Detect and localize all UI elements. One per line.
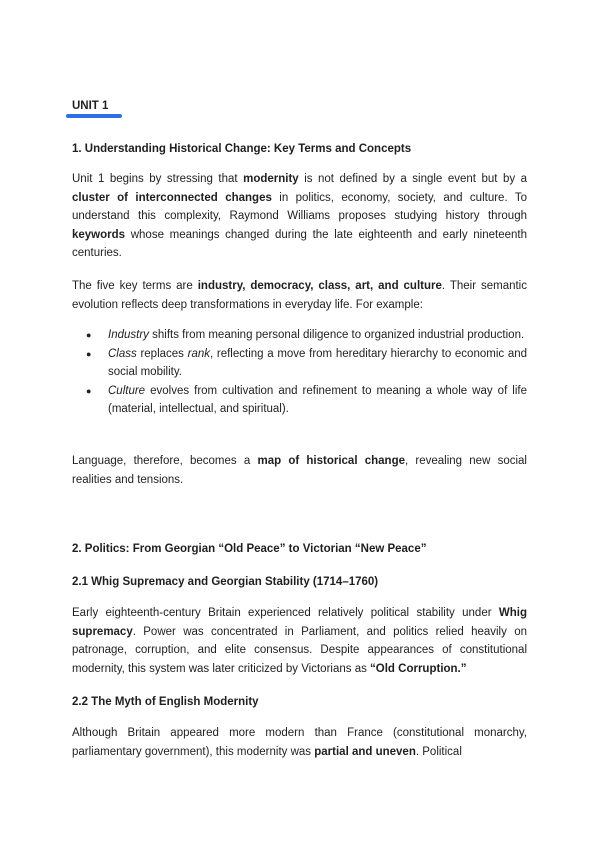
keyword-bullet-list <box>72 326 527 419</box>
bullet-icon: ● <box>86 348 92 359</box>
section-1-paragraph-1: Unit 1 begins by stressing that modernity is not defined by a single event but by a cluster of interconnected changes in politics, economy, society, and culture. To understand this complexity, Raymond Williams proposes studying history through keywords whose meanings changed during the late eighteenth and early nineteenth centuries. <box>72 173 527 259</box>
section-2-1-heading: 2.1 Whig Supremacy and Georgian Stability (1714–1760) <box>72 576 379 588</box>
bullet-icon: ● <box>86 385 92 396</box>
bullet-item-class: ● Class replaces rank, reflecting a move from hereditary hierarchy to economic and social mobility. <box>72 345 527 382</box>
section-1-paragraph-2: The five key terms are industry, democracy, class, art, and culture. Their semantic evolution reflects deep transformations in everyday life. For example: <box>72 280 527 311</box>
bullet-icon: ● <box>86 330 92 340</box>
section-2-2-paragraph: Although Britain appeared more modern than France (constitutional monarchy, parliamentary government), this modernity was partial and uneven. Political <box>72 727 527 758</box>
bullet-item-culture: ● Culture evolves from cultivation and refinement to meaning a whole way of life (material, intellectual, and spiritual). <box>72 382 527 419</box>
unit-title-underline <box>66 114 122 118</box>
section-2-2-heading: 2.2 The Myth of English Modernity <box>72 696 259 708</box>
section-1-heading: 1. Understanding Historical Change: Key Terms and Concepts <box>72 143 412 155</box>
section-2-heading: 2. Politics: From Georgian “Old Peace” to Victorian “New Peace” <box>72 543 427 555</box>
unit-title: UNIT 1 <box>72 100 109 112</box>
bullet-item-industry: ● Industry shifts from meaning personal diligence to organized industrial production. <box>72 326 527 345</box>
section-2-1-paragraph: Early eighteenth-century Britain experienced relatively political stability under Whig supremacy. Power was concentrated in Parliament, and politics relied heavily on patronage, corruption, and elite consensus. Despite appearances of constitutional modernity, this system was later criticized by Victorians as “Old Corruption.” <box>72 607 527 675</box>
section-1-paragraph-3: Language, therefore, becomes a map of historical change, revealing new social realities and tensions. <box>72 455 527 486</box>
